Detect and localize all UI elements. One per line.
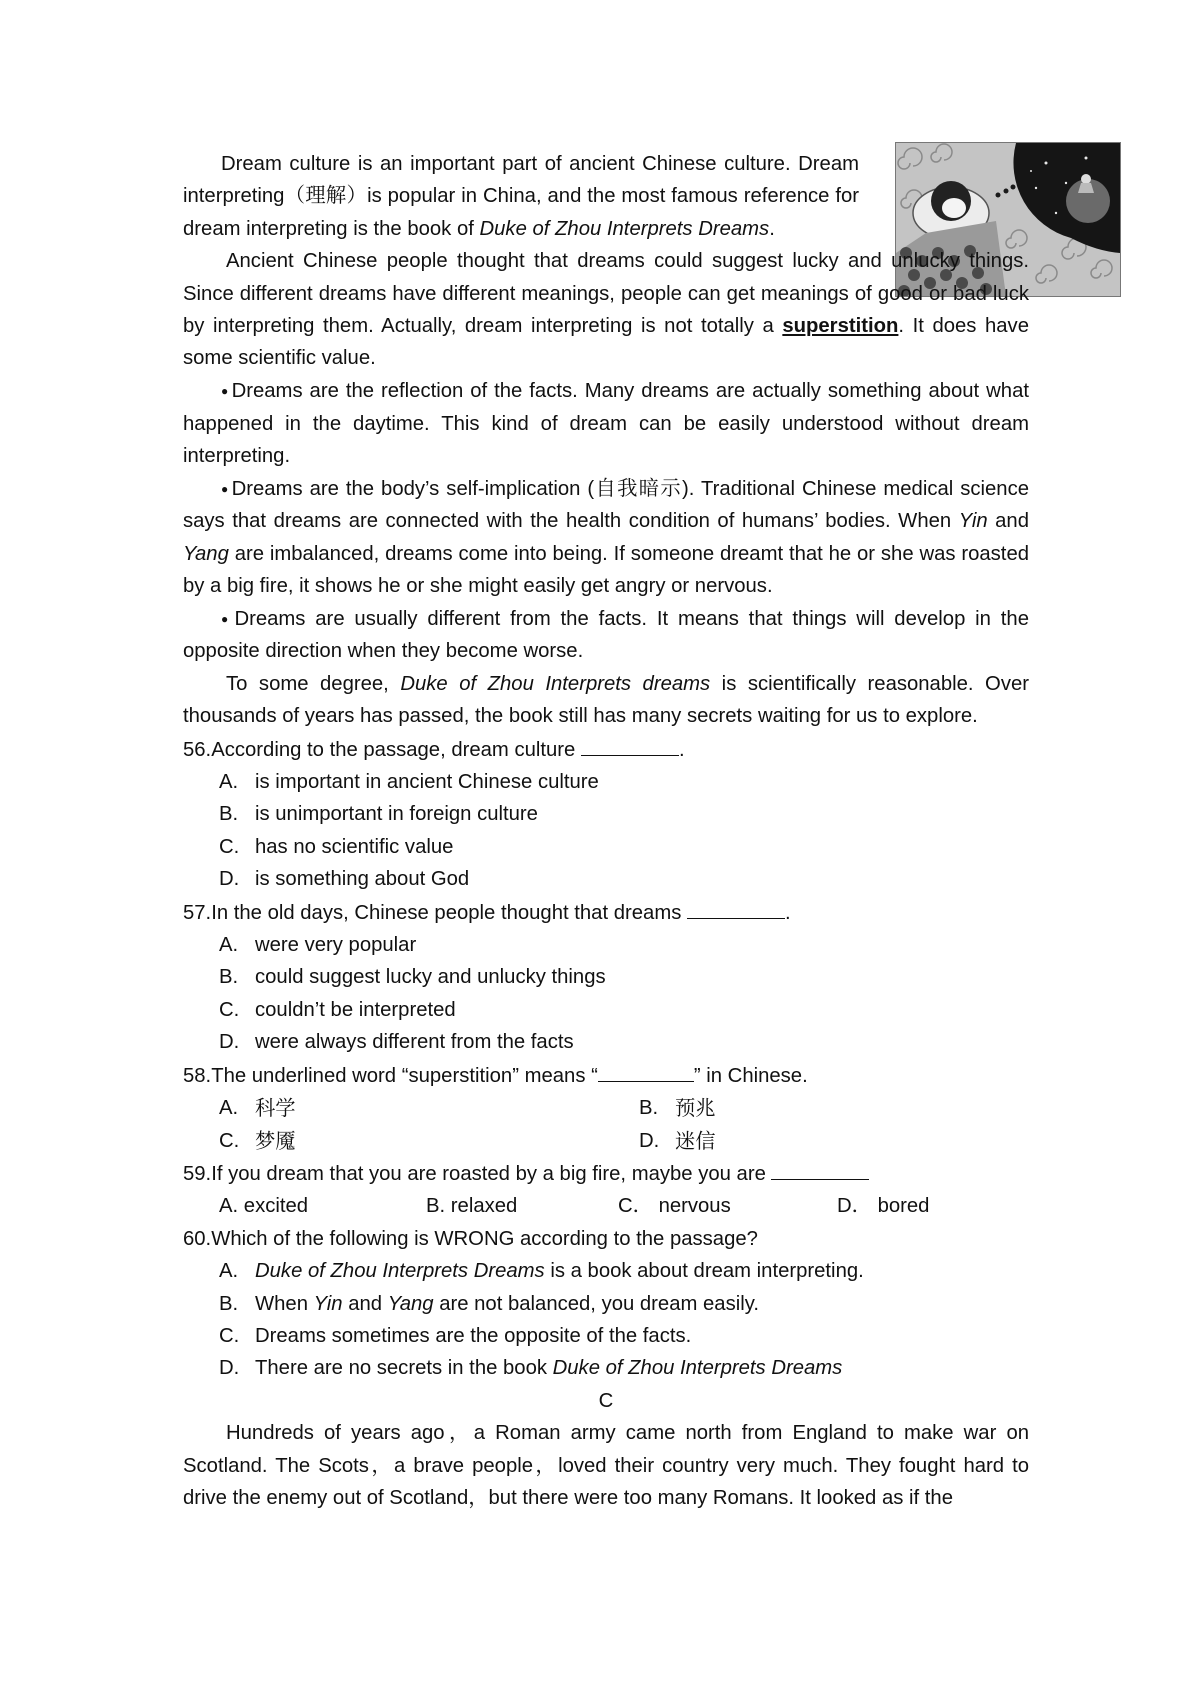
question-56-option-a: A. is important in ancient Chinese culture [219, 771, 599, 794]
section-heading: C [598, 1389, 614, 1412]
answer-blank [581, 733, 679, 756]
question-60-stem: 60.Which of the following is WRONG according to the passage? [183, 1227, 758, 1250]
question-59-option-c: C． nervous [618, 1195, 731, 1218]
question-59-options [183, 1190, 1029, 1222]
section-c-paragraph-1: Hundreds of years ago，a Roman army came north from England to make war on Scotland. The Scots，a brave people，loved their country very much. They fought hard to drive the enemy out of Scotland，but there were too many Romans. It looked as if the [183, 1422, 1029, 1509]
question-58-option-a: A. 科学 [219, 1096, 296, 1121]
question-60-option-d: D. There are no secrets in the book Duke of Zhou Interprets Dreams [219, 1357, 843, 1380]
answer-blank [687, 896, 785, 919]
question-60-option-c: C. Dreams sometimes are the opposite of the facts. [219, 1324, 692, 1347]
question-57-stem: 57.In the old days, Chinese people thought that dreams . [183, 896, 1029, 929]
question-56-stem: 56.According to the passage, dream culture . [183, 733, 1029, 766]
answer-blank [771, 1157, 869, 1180]
question-58-option-b: B. 预兆 [639, 1096, 716, 1121]
bullet-point-2: ●Dreams are the body’s self-implication (自我暗示). Traditional Chinese medical science says that dreams are connected with the health condition of humans’ bodies. When Yin and Yang are imbalanced, dreams come into being. If someone dreamt that he or she was roasted by a big fire, it shows he or she might easily get angry or nervous. [183, 477, 1029, 598]
question-59-option-b: B. relaxed [426, 1195, 518, 1218]
question-58-options [183, 1092, 1029, 1157]
question-59-stem: 59.If you dream that you are roasted by a big fire, maybe you are [183, 1157, 1029, 1190]
question-56-option-b: B. is unimportant in foreign culture [219, 803, 538, 826]
question-60-option-a: A. Duke of Zhou Interprets Dreams is a book about dream interpreting. [219, 1260, 864, 1283]
passage-paragraph-1: Dream culture is an important part of ancient Chinese culture. Dream interpreting（理解）is popular in China, and the most famous reference for dream interpreting is the book of Duke of Zhou Interprets Dreams. [183, 153, 859, 240]
question-58-option-d: D. 迷信 [639, 1128, 716, 1153]
question-56-option-c: C. has no scientific value [219, 835, 454, 858]
question-56-option-d: D. is something about God [219, 868, 470, 891]
answer-blank [598, 1059, 694, 1082]
exam-page [183, 148, 1029, 1514]
question-57-option-d: D. were always different from the facts [219, 1031, 574, 1054]
bullet-point-1: ●Dreams are the reflection of the facts. Many dreams are actually something about what happened in the daytime. This kind of dream can be easily understood without dream interpreting. [183, 379, 1030, 468]
question-59-option-a: A. excited [219, 1195, 309, 1218]
question-57-option-b: B. could suggest lucky and unlucky things [219, 966, 606, 989]
question-59-option-d: D． bored [837, 1195, 930, 1218]
passage-paragraph-2: Ancient Chinese people thought that dreams could suggest lucky and unlucky things. Since different dreams have different meanings, people can get meanings of good or bad luck by interpreting them. Actually, dream interpreting is not totally a superstition. It does have some scientific value. [183, 250, 1029, 370]
passage-paragraph-3: To some degree, Duke of Zhou Interprets dreams is scientifically reasonable. Over thousands of years has passed, the book still has many secrets waiting for us to explore. [183, 672, 1029, 728]
question-57-option-a: A. were very popular [219, 934, 417, 957]
bullet-point-3: ●Dreams are usually different from the facts. It means that things will develop in the opposite direction when they become worse. [183, 607, 1029, 663]
question-57-option-c: C. couldn’t be interpreted [219, 998, 456, 1021]
question-58-stem: 58.The underlined word “superstition” means “ ” in Chinese. [183, 1059, 1029, 1092]
underlined-word: superstition [782, 315, 899, 338]
question-58-option-c: C. 梦魇 [219, 1128, 296, 1153]
question-60-option-b: B. When Yin and Yang are not balanced, you dream easily. [219, 1292, 760, 1315]
